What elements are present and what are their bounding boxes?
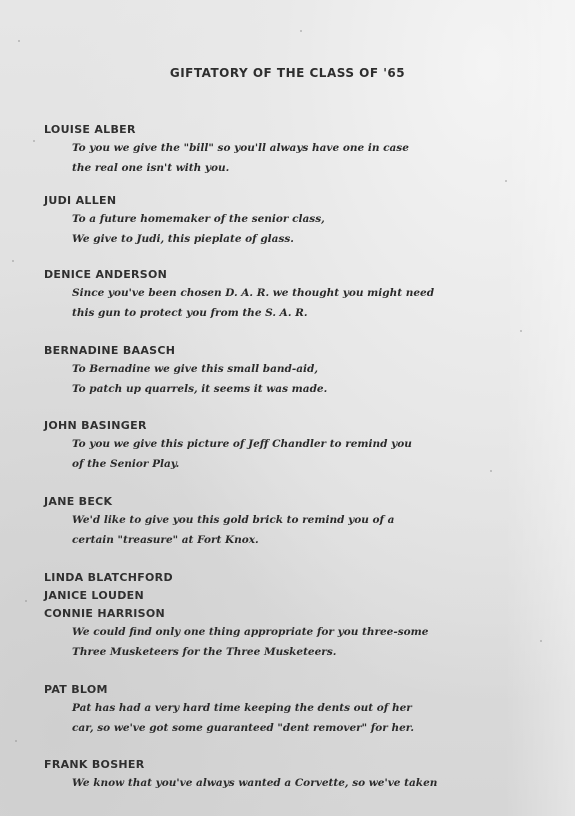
scan-speck (12, 260, 14, 262)
entry-text-line: Three Musketeers for the Three Musketeers. (72, 646, 337, 658)
entry-text-line: To Bernadine we give this small band-aid, (72, 363, 319, 375)
entry-text-line: Pat has had a very hard time keeping the dents out of her (72, 702, 412, 714)
gift-entry (0, 122, 575, 178)
entry-name: JOHN BASINGER (44, 419, 147, 432)
scan-speck (490, 470, 492, 472)
gift-entry (0, 570, 575, 662)
scan-speck (540, 640, 542, 642)
scan-speck (300, 30, 302, 32)
entry-name: BERNADINE BAASCH (44, 344, 176, 357)
entry-text-line: To patch up quarrels, it seems it was made. (72, 383, 328, 395)
entry-name: LINDA BLATCHFORD (44, 571, 173, 584)
entry-name: PAT BLOM (44, 683, 108, 696)
gift-entry (0, 343, 575, 399)
gift-entry (0, 494, 575, 550)
entry-text-line: certain "treasure" at Fort Knox. (72, 534, 259, 546)
scan-speck (520, 330, 522, 332)
entry-name: JANICE LOUDEN (44, 589, 144, 602)
scan-speck (505, 180, 507, 182)
scan-speck (33, 140, 35, 142)
entry-text-line: Since you've been chosen D. A. R. we thought you might need (72, 287, 435, 299)
page-title: GIFTATORY OF THE CLASS OF '65 (169, 66, 406, 80)
gift-entry (0, 267, 575, 323)
gift-entry (0, 757, 575, 793)
gift-entry (0, 682, 575, 738)
entry-text-line: car, so we've got some guaranteed "dent remover" for her. (72, 722, 415, 734)
scan-speck (25, 600, 27, 602)
gift-entry (0, 193, 575, 249)
entry-text-line: To you we give this picture of Jeff Chandler to remind you (72, 438, 412, 450)
entry-text-line: of the Senior Play. (72, 458, 180, 470)
entry-text-line: To a future homemaker of the senior class, (72, 213, 325, 225)
entry-text-line: We'd like to give you this gold brick to remind you of a (72, 514, 395, 526)
entry-name: LOUISE ALBER (44, 123, 136, 136)
entry-text-line: We give to Judi, this pieplate of glass. (72, 233, 294, 245)
entry-name: FRANK BOSHER (44, 758, 145, 771)
entry-text-line: To you we give the "bill" so you'll always have one in case (72, 142, 409, 154)
entry-text-line: the real one isn't with you. (72, 162, 230, 174)
entry-text-line: We know that you've always wanted a Corvette, so we've taken (72, 777, 438, 789)
entry-text-line: We could find only one thing appropriate for you three-some (72, 626, 429, 638)
entry-text-line: this gun to protect you from the S. A. R. (72, 307, 308, 319)
gift-entry (0, 418, 575, 474)
scan-speck (18, 40, 20, 42)
entry-name: JUDI ALLEN (44, 194, 117, 207)
scan-speck (15, 740, 17, 742)
entry-name: CONNIE HARRISON (44, 607, 166, 620)
entry-name: JANE BECK (44, 495, 113, 508)
entry-name: DENICE ANDERSON (44, 268, 168, 281)
